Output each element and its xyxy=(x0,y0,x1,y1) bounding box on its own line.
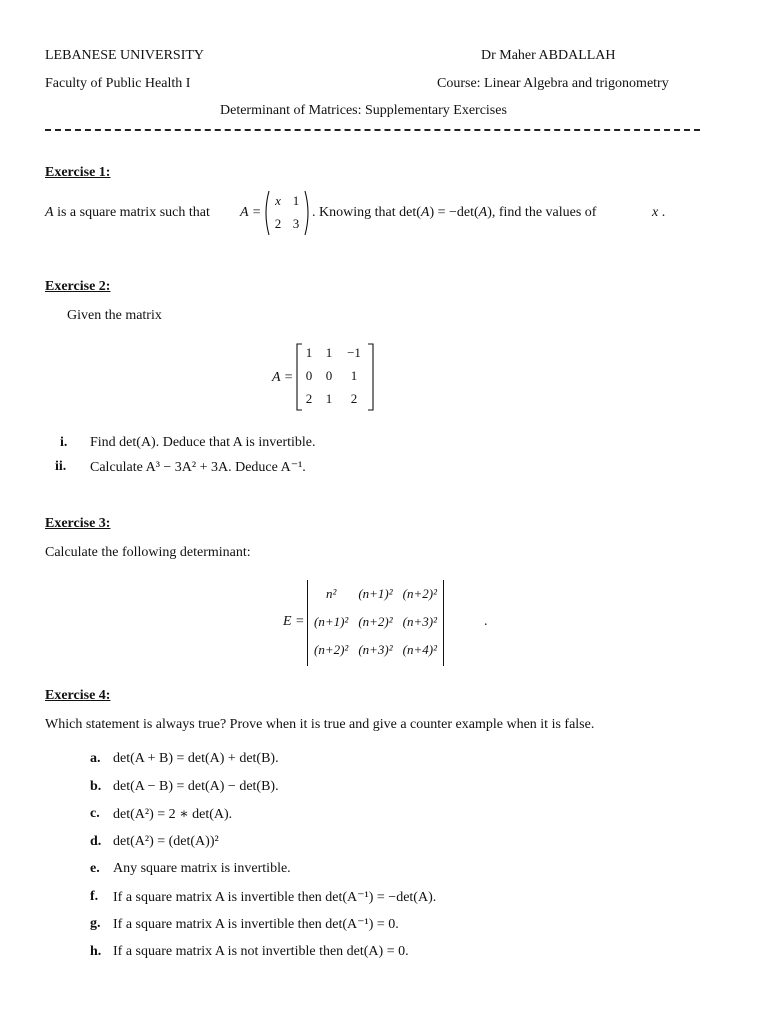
faculty-name: Faculty of Public Health I xyxy=(45,76,191,91)
matrix-cell: 1 xyxy=(305,345,313,360)
matrix-cell: 0 xyxy=(325,368,333,383)
exercise-4-item-label: f. xyxy=(90,888,99,904)
matrix-cell: 2 xyxy=(274,216,282,231)
exercise-1-var: x . xyxy=(652,205,666,220)
exercise-4-item-text: Any square matrix is invertible. xyxy=(113,861,291,876)
exercise-2-title: Exercise 2: xyxy=(45,279,111,294)
exercise-4-item-text: If a square matrix A is invertible then det(A⁻¹) = −det(A). xyxy=(113,889,437,905)
exercise-4-title: Exercise 4: xyxy=(45,688,111,703)
matrix-cell: 2 xyxy=(305,391,313,406)
exercise-1-text-b: . Knowing that det( xyxy=(312,205,421,220)
var-x: x xyxy=(652,205,659,220)
exercise-4-item-text: det(A − B) = det(A) − det(B). xyxy=(113,778,279,794)
exercise-2-item-text: Find det(A). Deduce that A is invertible. xyxy=(90,435,316,450)
exercise-2-intro: Given the matrix xyxy=(67,308,162,323)
determinant-cell: (n+2)² xyxy=(402,586,437,601)
determinant-matrix xyxy=(307,580,444,666)
determinant-period: . xyxy=(484,614,488,629)
exercise-4-item-label: b. xyxy=(90,778,102,794)
instructor-name: Dr Maher ABDALLAH xyxy=(481,48,616,63)
matrix-cell: 1 xyxy=(292,193,300,208)
exercise-3-intro: Calculate the following determinant: xyxy=(45,545,251,560)
exercise-1-matrix-label: A = xyxy=(240,205,262,220)
matrix-cell: x xyxy=(275,193,281,208)
exercise-3-title: Exercise 3: xyxy=(45,516,111,531)
exercise-4-item-label: e. xyxy=(90,861,100,876)
matrix-cell: 3 xyxy=(292,216,300,231)
exercise-2-item-label: ii. xyxy=(55,459,67,474)
var-a: A xyxy=(420,205,430,220)
matrix-cell: 2 xyxy=(350,391,358,406)
determinant-cell: (n+1)² xyxy=(358,586,393,601)
exercise-4-item-label: h. xyxy=(90,943,102,959)
determinant-cell: (n+2)² xyxy=(358,614,393,629)
matrix-cell: 1 xyxy=(325,345,333,360)
document-title: Determinant of Matrices: Supplementary Exercises xyxy=(220,103,507,118)
determinant-cell: (n+1)² xyxy=(314,614,349,629)
exercise-4-item-text: det(A + B) = det(A) + det(B). xyxy=(113,751,279,766)
matrix-cell: −1 xyxy=(347,345,361,360)
determinant-row xyxy=(309,636,442,664)
exercise-1-matrix xyxy=(262,190,312,236)
exercise-4-item-text: If a square matrix A is not invertible then det(A) = 0. xyxy=(113,943,409,959)
determinant-cell: (n+3)² xyxy=(358,642,393,657)
exercise-2-matrix xyxy=(296,343,374,411)
determinant-row xyxy=(309,608,442,636)
left-paren-icon xyxy=(262,190,270,236)
university-name: LEBANESE UNIVERSITY xyxy=(45,48,205,63)
var-a: A xyxy=(45,205,54,220)
exercise-4-item-label: g. xyxy=(90,916,101,931)
course-name: Course: Linear Algebra and trigonometry xyxy=(437,76,669,91)
exercise-1-title: Exercise 1: xyxy=(45,165,111,180)
var-a: A xyxy=(478,205,488,220)
determinant-cell: (n+2)² xyxy=(314,642,349,657)
exercise-4-item-text: det(A²) = (det(A))² xyxy=(113,833,219,849)
exercise-4-item-label: d. xyxy=(90,833,102,849)
exercise-4-item-label: c. xyxy=(90,806,100,821)
exercise-4-item-label: a. xyxy=(90,751,101,766)
exercise-1-text-c: ) = −det( xyxy=(429,205,479,220)
determinant-row xyxy=(309,580,442,608)
determinant-cell: (n+4)² xyxy=(402,642,437,657)
determinant-cell: (n+3)² xyxy=(402,614,437,629)
exercise-1-statement xyxy=(45,205,210,221)
exercise-1-condition xyxy=(312,205,596,221)
exercise-4-intro: Which statement is always true? Prove when it is true and give a counter example when it is false. xyxy=(45,717,595,732)
determinant-table xyxy=(309,580,442,664)
exercise-1-text-d: ), find the values of xyxy=(487,205,597,220)
exercise-2-matrix-label: A = xyxy=(272,370,294,385)
exercise-2-item-label: i. xyxy=(60,435,68,450)
matrix-cell: 1 xyxy=(350,368,358,383)
right-bracket-icon xyxy=(367,343,374,411)
right-paren-icon xyxy=(304,190,312,236)
determinant-label: E = xyxy=(283,614,305,629)
determinant-cell: n² xyxy=(325,586,337,601)
exercise-2-item-text: Calculate A³ − 3A² + 3A. Deduce A⁻¹. xyxy=(90,460,306,475)
matrix-cell: 1 xyxy=(325,391,333,406)
matrix-cell: 0 xyxy=(305,368,313,383)
exercise-4-item-text: det(A²) = 2 ∗ det(A). xyxy=(113,807,233,822)
exercise-4-item-text: If a square matrix A is invertible then det(A⁻¹) = 0. xyxy=(113,917,399,932)
exercise-1-text-a: is a square matrix such that xyxy=(53,205,210,220)
header-divider xyxy=(45,129,700,131)
